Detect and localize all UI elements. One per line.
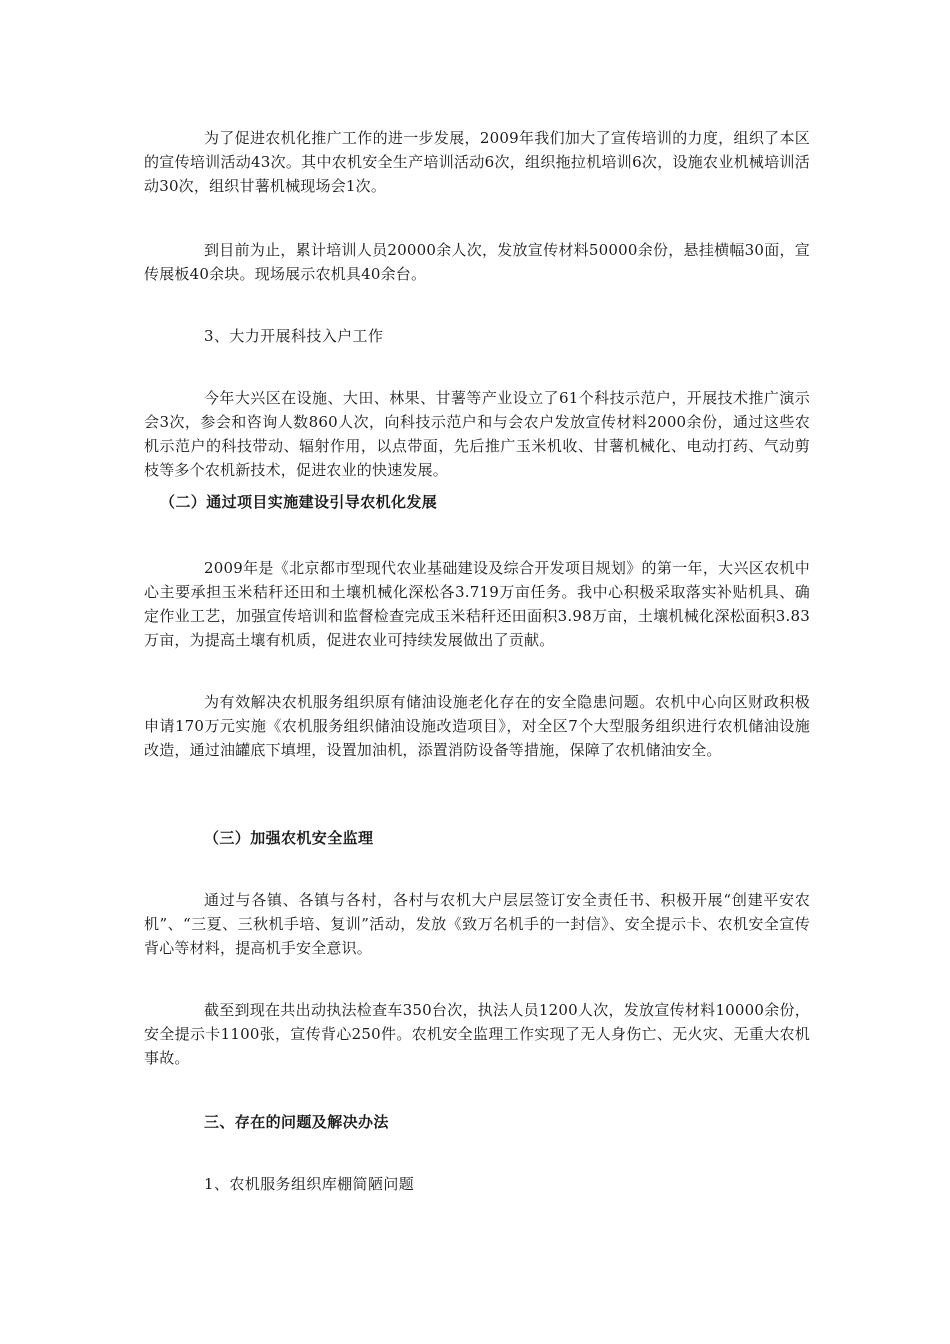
- item-science-households: 3、大力开展科技入户工作: [204, 327, 384, 345]
- paragraph-training-totals: 到目前为止，累计培训人员20000余人次，发放宣传材料50000余份，悬挂横幅30面，宣传展板40余块。现场展示农机具40余台。: [144, 241, 810, 283]
- heading-project-implementation: （二）通过项目实施建设引导农机化发展: [160, 493, 438, 511]
- paragraph-oil-storage-project: 为有效解决农机服务组织原有储油设施老化存在的安全隐患问题。农机中心向区财政积极申请170万元实施《农机服务组织储油设施改造项目》，对全区7个大型服务组织进行农机储油设施改造，通过油罐底下填埋，设置加油机，添置消防设备等措施，保障了农机储油安全。: [144, 693, 810, 759]
- item-storage-shed-problem: 1、农机服务组织库棚简陋问题: [204, 1175, 415, 1193]
- paragraph-training-activities: 为了促进农机化推广工作的进一步发展，2009年我们加大了宣传培训的力度，组织了本区的宣传培训活动43次。其中农机安全生产培训活动6次，组织拖拉机培训6次，设施农业机械培训活动30次，组织甘薯机械现场会1次。: [144, 129, 810, 195]
- paragraph-enforcement-results: 截至到现在共出动执法检查车350台次，执法人员1200人次，发放宣传材料10000余份，安全提示卡1100张，宣传背心250件。农机安全监理工作实现了无人身伤亡、无火灾、无重大农机事故。: [144, 1001, 810, 1067]
- paragraph-safety-responsibility: 通过与各镇、各镇与各村，各村与农机大户层层签订安全责任书、积极开展“创建平安农机”、“三夏、三秋机手培、复训”活动，发放《致万名机手的一封信》、安全提示卡、农机安全宣传背心等材料，提高机手安全意识。: [144, 891, 810, 957]
- paragraph-demonstration-households: 今年大兴区在设施、大田、林果、甘薯等产业设立了61个科技示范户，开展技术推广演示会3次，参会和咨询人数860人次，向科技示范户和与会农户发放宣传材料2000余份，通过这些农机示范户的科技带动、辐射作用，以点带面，先后推广玉米机收、甘薯机械化、电动打药、气动剪枝等多个农机新技术，促进农业的快速发展。: [144, 389, 810, 479]
- heading-safety-supervision: （三）加强农机安全监理: [204, 829, 374, 847]
- paragraph-straw-return-project: 2009年是《北京都市型现代农业基础建设及综合开发项目规划》的第一年，大兴区农机中心主要承担玉米秸秆还田和土壤机械化深松各3.719万亩任务。我中心积极采取落实补贴机具、确定作业工艺，加强宣传培训和监督检查完成玉米秸秆还田面积3.98万亩，土壤机械化深松面积3.83万亩，为提高土壤有机质，促进农业可持续发展做出了贡献。: [144, 559, 810, 649]
- heading-problems-solutions: 三、存在的问题及解决办法: [204, 1113, 389, 1131]
